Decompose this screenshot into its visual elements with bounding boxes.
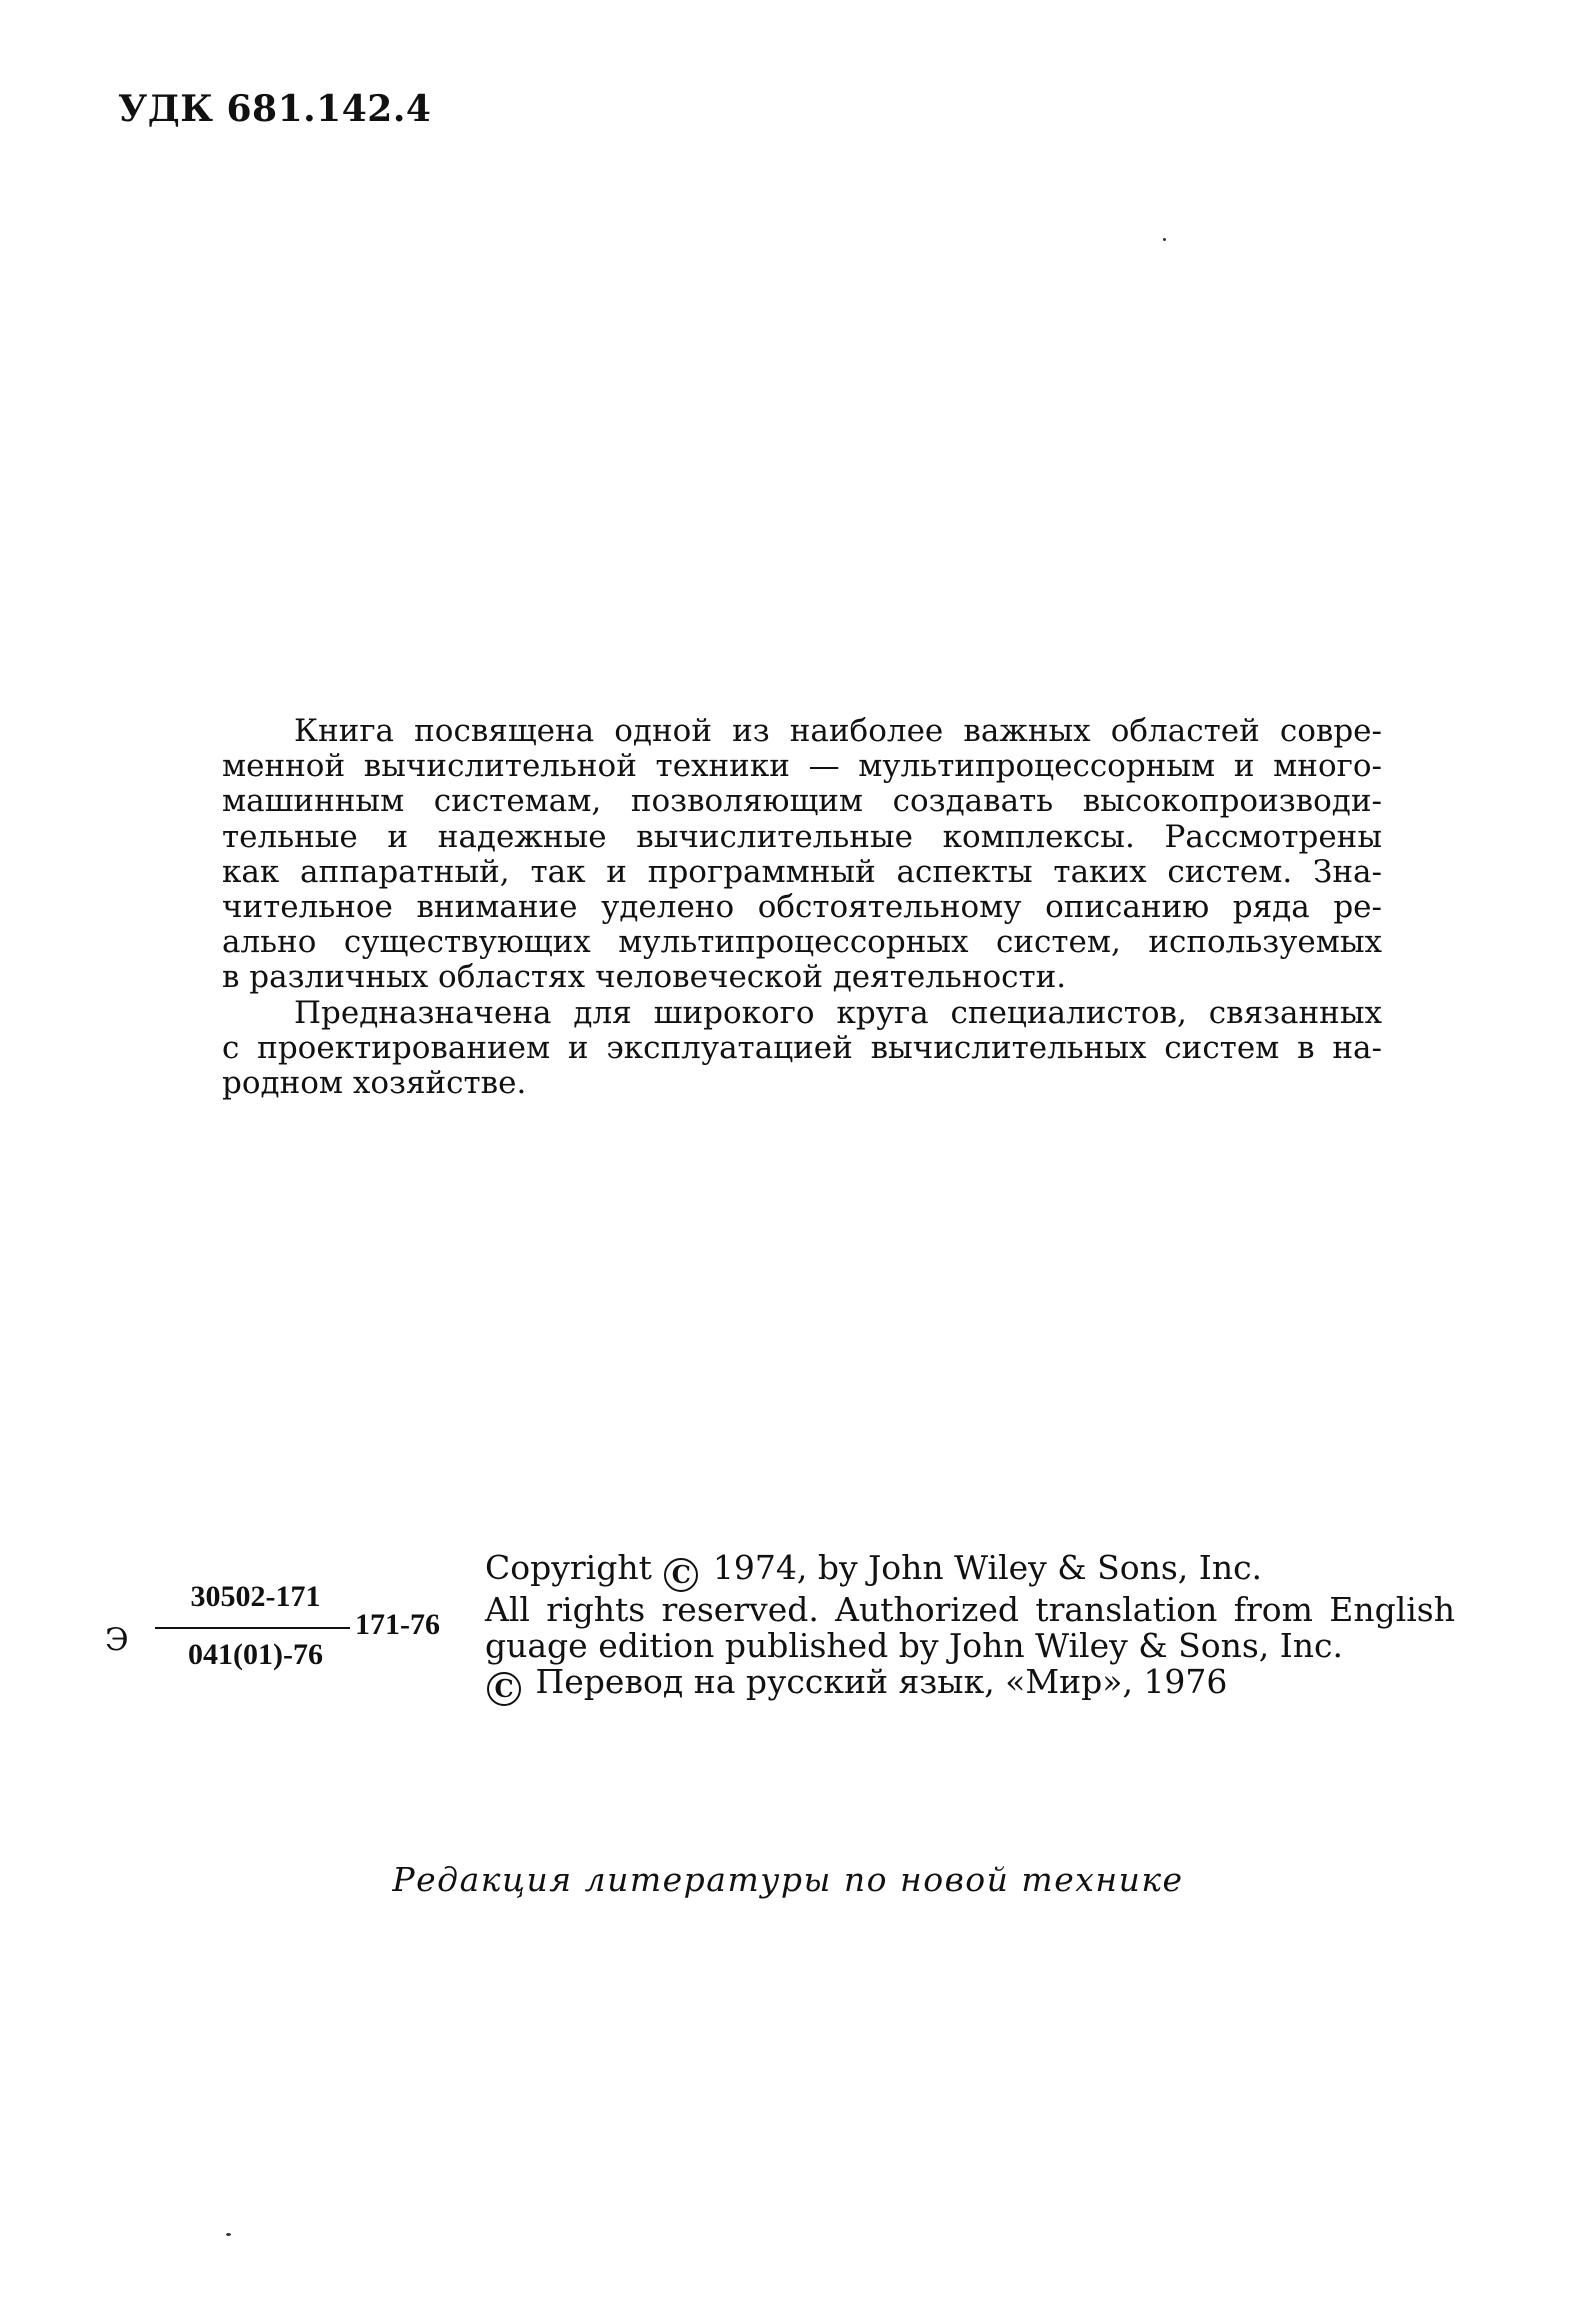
annotation-line: Предназначена для широкого круга специалистов, связанных <box>294 994 1382 1031</box>
copyright-block <box>485 1550 1455 1706</box>
copyright-icon: C <box>487 1672 521 1706</box>
editorial-note: Редакция литературы по новой технике <box>392 1860 1184 1899</box>
copyright-line-4 <box>485 1664 1455 1706</box>
copyright-holder: 1974, by John Wiley & Sons, Inc. <box>712 1548 1263 1587</box>
annotation-line: с проектированием и эксплуатацией вычислительных систем в на- <box>222 1029 1382 1066</box>
copyright-word: Copyright <box>485 1548 652 1587</box>
translation-copyright: Перевод на русский язык, «Мир», 1976 <box>535 1662 1228 1701</box>
annotation-line: Книга посвящена одной из наиболее важных областей совре- <box>294 713 1382 749</box>
publication-code <box>105 1580 445 1710</box>
annotation-line: в различных областях человеческой деятельности. <box>222 959 1067 996</box>
udk-code: УДК 681.142.4 <box>118 88 432 130</box>
annotation-line: менной вычислительной техники — мультипроцессорным и много- <box>222 748 1382 785</box>
code-numerator: 30502-171 <box>190 1580 321 1613</box>
fraction-rule <box>155 1627 350 1629</box>
copyright-line-1 <box>485 1550 1455 1592</box>
annotation <box>222 714 1382 1101</box>
copyright-line-3: guage edition published by John Wiley & Sons, Inc. <box>485 1626 1343 1665</box>
annotation-line: родном хозяйстве. <box>222 1065 527 1102</box>
code-letter: Э <box>105 1622 129 1658</box>
annotation-line: машинным системам, позволяющим создавать высокопроизводи- <box>222 783 1382 820</box>
code-suffix: 171-76 <box>355 1608 440 1641</box>
annotation-line: тельные и надежные вычислительные комплексы. Рассмотрены <box>222 818 1382 855</box>
copyright-line-2: All rights reserved. Authorized translation from English <box>485 1590 1455 1629</box>
annotation-line: как аппаратный, так и программный аспекты таких систем. Зна- <box>222 853 1382 890</box>
annotation-line: чительное внимание уделено обстоятельному описанию ряда ре- <box>222 889 1382 926</box>
copyright-icon: C <box>664 1558 698 1592</box>
print-speck <box>1163 238 1166 241</box>
print-speck <box>226 2233 231 2236</box>
code-denominator: 041(01)-76 <box>188 1638 323 1671</box>
annotation-line: ально существующих мультипроцессорных систем, используемых <box>222 924 1382 961</box>
